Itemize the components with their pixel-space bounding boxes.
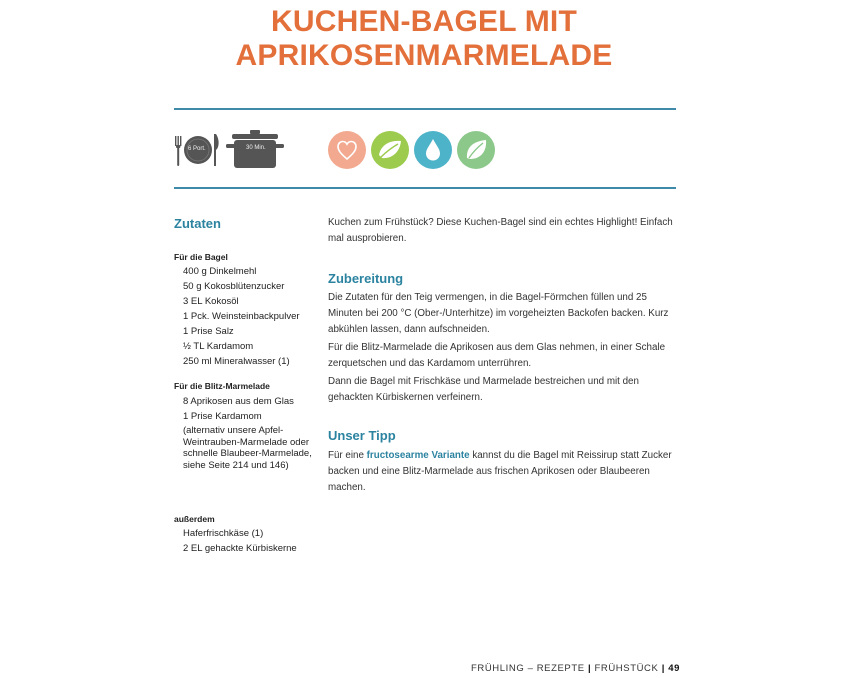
- list-item: 2 EL gehackte Kürbiskerne: [183, 543, 297, 554]
- bagel-ingredient-list: [183, 264, 300, 369]
- leaf-icon: [371, 131, 409, 169]
- heart-icon: [328, 131, 366, 169]
- list-item: 3 EL Kokosöl: [183, 296, 239, 307]
- jam-alternative-note: (alternativ unsere Apfel-Weintrauben-Marmelade oder schnelle Blaubeer-Marmelade, siehe Seite 214 und 146): [183, 425, 312, 471]
- tip-highlight: fructosearme Variante: [366, 450, 470, 461]
- jam-group-title: Für die Blitz-Marmelade: [174, 381, 270, 391]
- page-number: 49: [668, 663, 680, 674]
- list-item: Haferfrischkäse (1): [183, 528, 264, 539]
- list-item: 1 Prise Kardamom: [183, 411, 262, 422]
- drop-icon: [414, 131, 452, 169]
- portions-badge: [174, 130, 220, 170]
- preparation-heading: Zubereitung: [328, 271, 404, 286]
- recipe-title-line1: KUCHEN-BAGEL MIT: [271, 5, 577, 38]
- tip-text-end: kannst du die Bagel mit Reissirup statt Zucker backen und eine Blitz-Marmelade aus frischen Aprikosen oder Blaubeeren machen.: [328, 450, 672, 493]
- list-item: 1 Prise Salz: [183, 326, 234, 337]
- tip-text: [328, 448, 680, 496]
- list-item: 1 Pck. Weinsteinbackpulver: [183, 311, 300, 322]
- list-item: 50 g Kokosblütenzucker: [183, 281, 285, 292]
- portions-label: 6 Port.: [188, 146, 206, 152]
- preparation-step-1: Die Zutaten für den Teig vermengen, in die Bagel-Förmchen füllen und 25 Minuten bei 200 °C (Ober-/Unterhitze) im vorgeheizten Backofen backen. Kurz abkühlen lassen, dann aufschneiden.: [328, 292, 669, 335]
- list-item: 400 g Dinkelmehl: [183, 266, 257, 277]
- leaf-outline-icon: [457, 131, 495, 169]
- preparation-step-3: Dann die Bagel mit Frischkäse und Marmelade bestreichen und mit den gehackten Kürbiskernen verfeinern.: [328, 376, 639, 403]
- intro-text: Kuchen zum Frühstück? Diese Kuchen-Bagel sind ein echtes Highlight! Einfach mal ausprobieren.: [328, 217, 673, 244]
- bagel-group-title: Für die Bagel: [174, 252, 228, 262]
- list-item: 8 Aprikosen aus dem Glas: [183, 396, 294, 407]
- jam-ingredient-list: [183, 394, 294, 424]
- time-label: 30 Min.: [246, 145, 266, 151]
- top-divider: [174, 108, 676, 110]
- extras-ingredient-list: [183, 526, 297, 556]
- footer-subsection: FRÜHSTÜCK: [594, 663, 659, 674]
- list-item: ½ TL Kardamom: [183, 341, 254, 352]
- recipe-title-line2: APRIKOSENMARMELADE: [235, 39, 613, 72]
- tip-text-start: Für eine: [328, 450, 367, 461]
- footer-section: FRÜHLING – REZEPTE: [470, 663, 585, 674]
- list-item: 250 ml Mineralwasser (1): [183, 356, 290, 367]
- footer-separator: |: [587, 663, 592, 674]
- tip-heading: Unser Tipp: [328, 428, 396, 443]
- extras-group-title: außerdem: [174, 514, 215, 524]
- page-footer: [471, 663, 680, 674]
- time-badge: [226, 128, 284, 172]
- preparation-step-2: Für die Blitz-Marmelade die Aprikosen aus dem Glas nehmen, in einer Schale zerquetschen und das Kardamom unterrühren.: [328, 342, 666, 369]
- bottom-divider: [174, 187, 676, 189]
- footer-separator: |: [661, 663, 665, 674]
- ingredients-heading: Zutaten: [174, 216, 221, 231]
